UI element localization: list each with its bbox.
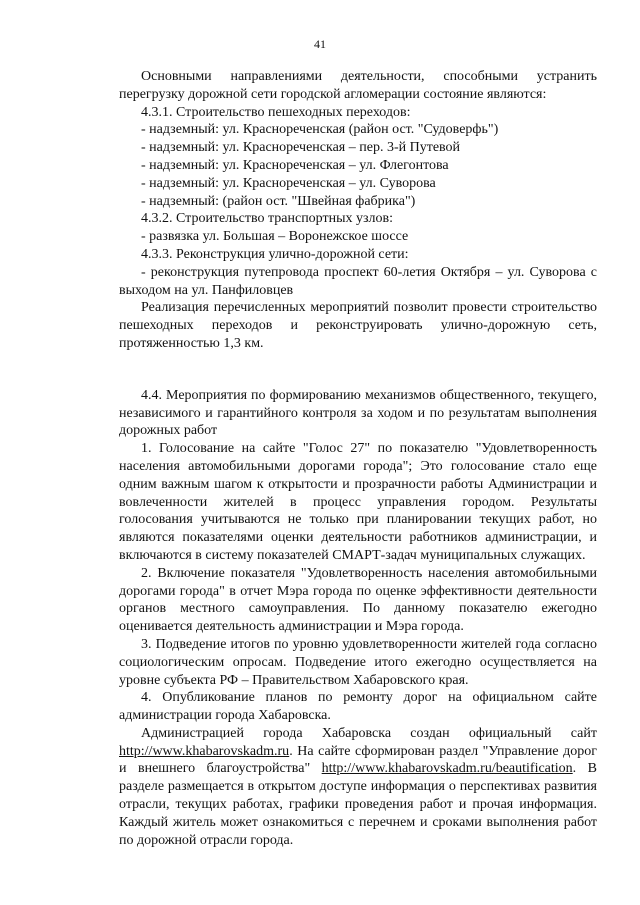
implementation-paragraph: Реализация перечисленных мероприятий позволит провести строительство пешеходных переходов и реконструировать улично-дорожную сеть, протяженностью 1,3 км. bbox=[119, 300, 597, 351]
list-item: - надземный: ул. Краснореченская – пер. 3-й Путевой bbox=[141, 140, 461, 156]
list-item: - надземный: (район ост. "Швейная фабрика") bbox=[141, 193, 416, 209]
website-text-1: Администрацией города Хабаровска создан официальный сайт bbox=[141, 725, 597, 741]
list-item: - надземный: ул. Краснореченская – ул. Флегонтова bbox=[141, 157, 449, 173]
item-3-paragraph: 3. Подведение итогов по уровню удовлетворенности жителей года согласно социологическим опросам. Подведение итого ежегодно осуществляется на уровне субъекта РФ – Правительством Хабаровского края. bbox=[119, 636, 597, 688]
page-number: 41 bbox=[314, 37, 326, 51]
intro-paragraph: Основными направлениями деятельности, способными устранить перегрузку дорожной сети городской агломерации состояние являются: bbox=[119, 69, 597, 102]
website-text-2: . На сайте сформирован раздел "Управление дорог и внешнего благоустройства" bbox=[119, 743, 597, 777]
beautification-link[interactable]: http://www.khabarovskadm.ru/beautification bbox=[321, 761, 573, 777]
khabarovskadm-link[interactable]: http://www.khabarovskadm.ru bbox=[119, 743, 290, 759]
website-text-3: . В разделе размещается в открытом доступе информация о перспективах развития отрасли, текущих работах, графики проведения работ и прочая информация. Каждый житель может ознакомиться с перечнем и сроками выполнения работ по дорожной отрасли города. bbox=[119, 761, 597, 848]
section-44-heading: 4.4. Мероприятия по формированию механизмов общественного, текущего, независимого и гарантийного контроля за ходом и по результатам выполнения дорожных работ bbox=[119, 387, 597, 439]
website-paragraph bbox=[119, 725, 597, 850]
document-body bbox=[119, 68, 597, 849]
list-432-title: 4.3.2. Строительство транспортных узлов: bbox=[141, 211, 394, 227]
list-item: - надземный: ул. Краснореченская – ул. Суворова bbox=[141, 175, 436, 191]
list-433-title: 4.3.3. Реконструкция улично-дорожной сети: bbox=[141, 246, 409, 262]
list-item: - развязка ул. Большая – Воронежское шоссе bbox=[141, 229, 409, 245]
item-2-paragraph: 2. Включение показателя "Удовлетворенность населения автомобильными дорогами города" в отчет Мэра города по оценке эффективности деятельности органов местного самоуправления. По данному показателю ежегодно оценивается деятельность администрации и Мэра города. bbox=[119, 565, 597, 635]
section-gap bbox=[119, 353, 597, 387]
item-4-paragraph: 4. Опубликование планов по ремонту дорог на официальном сайте администрации города Хабаровска. bbox=[119, 690, 597, 724]
list-431-title: 4.3.1. Строительство пешеходных переходов: bbox=[141, 104, 411, 120]
list-item: - реконструкция путепровода проспект 60-летия Октября – ул. Суворова с выходом на ул. Панфиловцев bbox=[119, 264, 597, 298]
list-item: - надземный: ул. Краснореченская (район ост. "Судоверфь") bbox=[141, 122, 499, 138]
item-1-paragraph: 1. Голосование на сайте "Голос 27" по показателю "Удовлетворенность населения автомобильными дорогами города"; Это голосование стало еще одним важным шагом к открытости и прозрачности работы Администрации и вовлеченности жителей в процесс управления городом. Результаты голосования учитываются не только при планировании текущих работ, но являются показателями оценки деятельности работников администрации, и включаются в систему показателей СМАРТ-задач муниципальных служащих. bbox=[119, 441, 597, 563]
